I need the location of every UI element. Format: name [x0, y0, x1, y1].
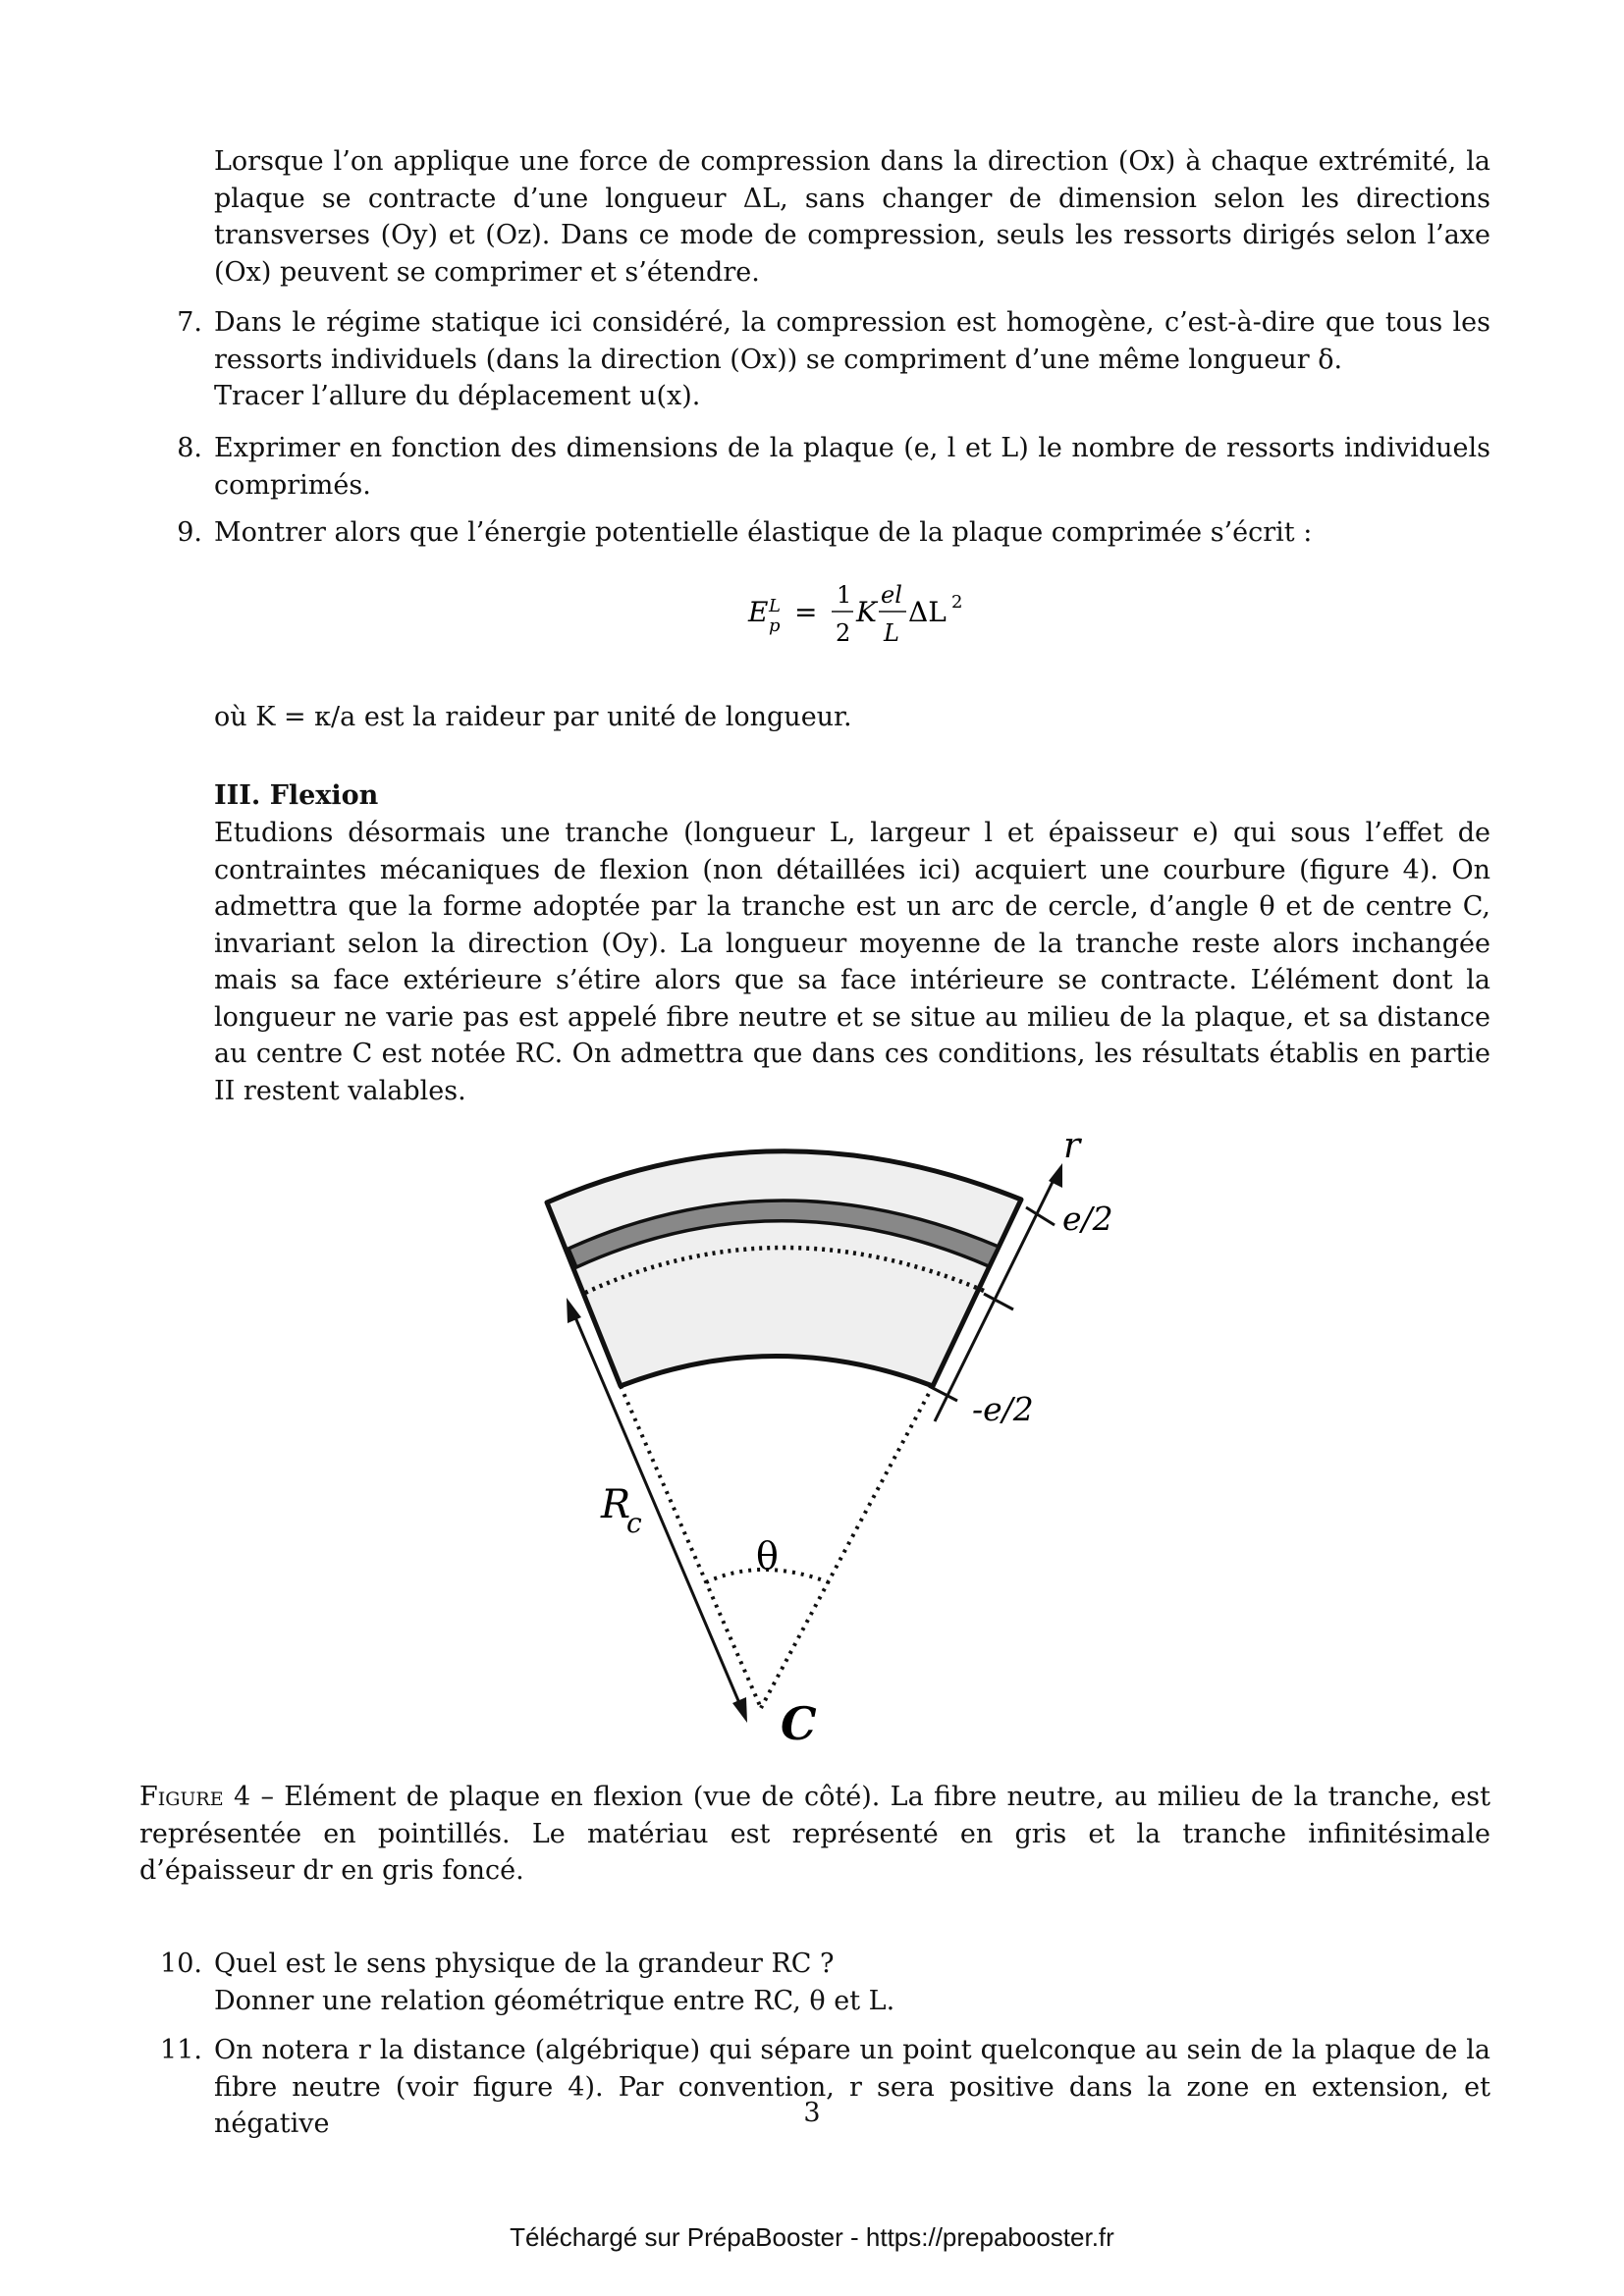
- tick-minus-e-half: [929, 1386, 957, 1401]
- download-footer: Téléchargé sur PrépaBooster - https://prepabooster.fr: [510, 2222, 1114, 2252]
- question-7-line1: Dans le régime statique ici considéré, la compression est homogène, c’est-à-dire que tous les ressorts individuels (dans la direction (Ox)) se compriment d’une même longueur δ.: [214, 307, 1490, 375]
- rc-arrow-head-top: [567, 1298, 581, 1323]
- formula-frac1-den: 2: [836, 619, 851, 647]
- section-title: III. Flexion: [214, 780, 379, 811]
- question-10: [214, 1946, 1490, 2019]
- after-formula-text: où K = κ/a est la raideur par unité de longueur.: [214, 702, 852, 732]
- formula-frac1-num: 1: [837, 581, 852, 609]
- question-10-line2: Donner une relation géométrique entre RC, θ et L.: [214, 1985, 895, 2016]
- energy-formula: [743, 574, 999, 653]
- figure-caption: [139, 1779, 1490, 1890]
- question-8-number: 8.: [177, 433, 202, 463]
- page-number: 3: [803, 2098, 821, 2128]
- formula-k: K: [856, 596, 877, 628]
- bending-figure: [530, 1119, 1139, 1767]
- section-paragraph: Etudions désormais une tranche (longueur L, largeur l et épaisseur e) qui sous l’effet de contraintes mécaniques de flexion (non détaillées ici) acquiert une courbure (figure 4). On admettra que la forme adoptée par la tranche est un arc de cercle, d’angle θ et de centre C, invariant selon la direction (Oy). La longueur moyenne de la tranche reste alors inchangée mais sa face extérieure s’étire alors que sa face intérieure se contracte. L’élément dont la longueur ne varie pas est appelé fibre neutre et se situe au milieu de la plaque, et sa distance au centre C est notée RC. On admettra que dans ces conditions, les résultats établis en partie II restent valables.: [214, 818, 1490, 1106]
- question-9: Montrer alors que l’énergie potentielle élastique de la plaque comprimée s’écrit :: [214, 517, 1313, 548]
- tick-zero: [984, 1294, 1013, 1309]
- formula-lhs-sub: p: [769, 615, 781, 636]
- label-center-c: C: [781, 1697, 817, 1750]
- formula-tail: ΔL: [908, 596, 947, 628]
- radius-left: [621, 1386, 761, 1708]
- question-7: [214, 304, 1490, 415]
- question-8: Exprimer en fonction des dimensions de la plaque (e, l et L) le nombre de ressorts individuels comprimés.: [214, 433, 1490, 501]
- label-theta: θ: [756, 1534, 779, 1577]
- question-10-number: 10.: [160, 1949, 202, 1979]
- formula-frac2-num: el: [881, 581, 902, 609]
- material-slab: [547, 1151, 1021, 1386]
- question-11: On notera r la distance (algébrique) qui sépare un point quelconque au sein de la plaque de la fibre neutre (voir figure 4). Par convention, r sera positive dans la zone en extension, et négative: [214, 2035, 1490, 2139]
- label-minus-e-half: -e/2: [972, 1390, 1034, 1428]
- question-7-number: 7.: [177, 307, 202, 338]
- label-rc-sub: c: [626, 1507, 642, 1539]
- rc-arrow-head-bottom: [732, 1697, 747, 1723]
- question-7-line2: Tracer l’allure du déplacement u(x).: [214, 381, 701, 411]
- caption-label: Figure 4: [139, 1782, 251, 1812]
- label-e-half: e/2: [1062, 1200, 1113, 1238]
- question-10-line1: Quel est le sens physique de la grandeur RC ?: [214, 1949, 835, 1979]
- formula-equals: =: [794, 596, 818, 628]
- radius-right: [761, 1386, 933, 1708]
- label-r: r: [1063, 1126, 1081, 1166]
- formula-lhs-sup: L: [769, 596, 781, 616]
- question-11-number: 11.: [160, 2035, 202, 2065]
- formula-tail-sup: 2: [951, 592, 963, 613]
- question-9-number: 9.: [177, 517, 202, 548]
- intro-paragraph: Lorsque l’on applique une force de compression dans la direction (Ox) à chaque extrémité, la plaque se contracte d’une longueur ΔL, sans changer de dimension selon les directions transverses (Oy) et (Oz). Dans ce mode de compression, seuls les ressorts dirigés selon l’axe (Ox) peuvent se comprimer et s’étendre.: [214, 146, 1490, 288]
- formula-frac2-den: L: [884, 619, 899, 647]
- label-rc: R: [601, 1482, 631, 1527]
- caption-text: – Elément de plaque en flexion (vue de côté). La fibre neutre, au milieu de la tranche, est représentée en pointillés. Le matériau est représenté en gris et la tranche infinitésimale d’épaisseur dr en gris foncé.: [139, 1782, 1490, 1886]
- formula-lhs: E: [748, 596, 769, 628]
